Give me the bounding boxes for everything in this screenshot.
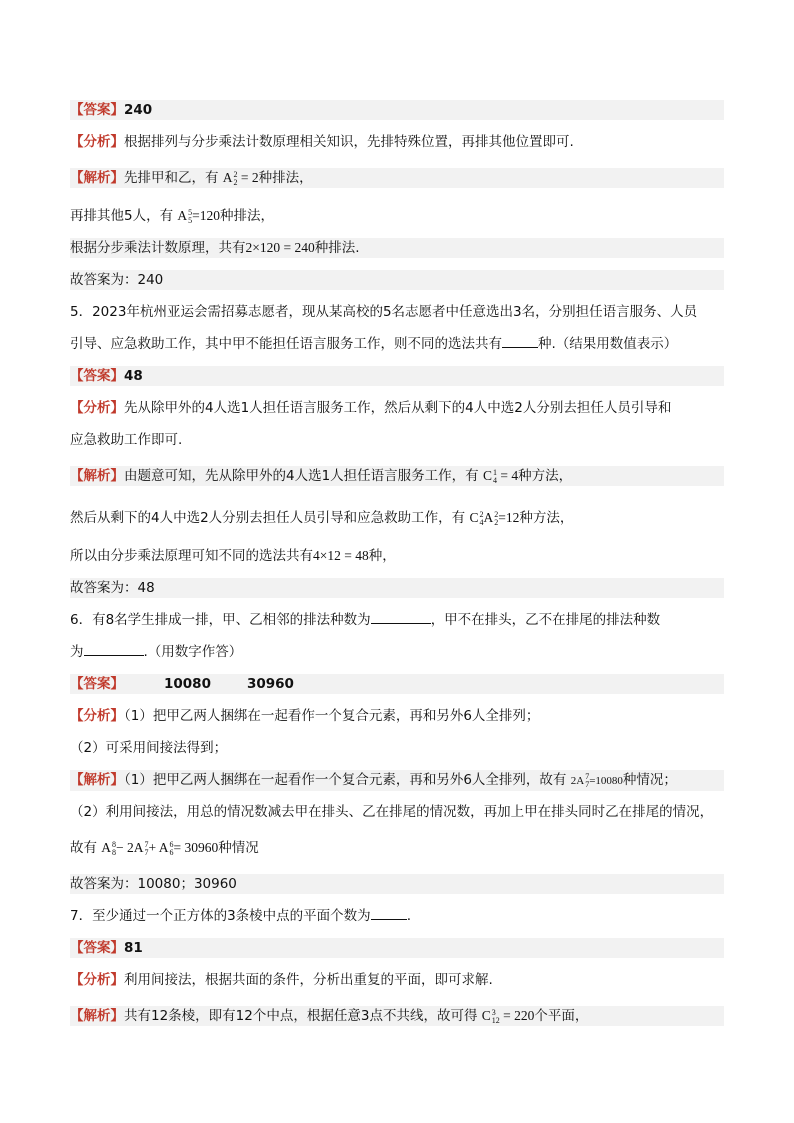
q5-stem2-pre: 引导、应急救助工作，其中甲不能担任语言服务工作，则不同的选法共有 [70,336,502,352]
q5-stem1: 5．2023年杭州亚运会需招募志愿者，现从某高校的5名志愿者中任意选出3名，分别担任语言服务、人员 [70,304,698,320]
q5-sol2-formula: C 2 4 A 2 2 =12 [469,509,520,527]
q6-stem2-pre: 为 [70,644,84,660]
q5-sol1-post: 种方法， [518,468,573,484]
analysis-tag: 【分析】 [70,708,124,724]
q4-sol3-post: 种排法. [314,240,360,256]
q5-analysis2: 应急救助工作即可. [70,432,183,448]
q6-analysis-line-2 [70,738,724,758]
answer-blank [371,907,407,920]
q6-sol3-pre: 故有 [70,840,97,856]
q4-sol2-pre: 再排其他5人，有 [70,208,174,224]
q7-answer: 81 [124,940,143,956]
q4-sol1-post: 种排法， [258,170,313,186]
answer-tag: 【答案】 [70,940,124,956]
q5-sol1-pre: 由题意可知，先从除甲外的4人选1人担任语言服务工作，有 [124,468,479,484]
q4-answer-line [70,100,724,120]
q6-stem1-pre: 6．有8名学生排成一排，甲、乙相邻的排法种数为 [70,612,371,628]
q7-sol1-formula: C 3 12 = 220 [481,1007,535,1025]
q5-sol2-post: 种方法， [519,510,574,526]
solution-tag: 【解析】 [70,170,124,186]
q6-solution-line-1 [70,770,724,791]
q6-stem-line-1 [70,610,724,630]
q6-sol3-expr: = 30960 [173,840,219,855]
q6-sol2: （2）利用间接法，用总的情况数减去甲在排头、乙在排尾的情况数，再加上甲在排头同时乙在排尾的情况， [70,804,714,820]
q4-sol3-pre: 根据分步乘法计数原理，共有 [70,240,246,256]
solution-tag: 【解析】 [70,468,124,484]
q6-stem2-post: .（用数字作答） [143,644,243,660]
answer-blank [502,335,538,348]
analysis-tag: 【分析】 [70,134,124,150]
q5-stem-line-2 [70,334,724,354]
q5-stem-line-1 [70,302,724,322]
q5-sol2-expr: =12 [498,510,520,525]
q4-sol1-formula: A 2 2 = 2 [222,169,259,187]
q5-sol3-post: 种， [368,548,396,564]
analysis-tag: 【分析】 [70,400,124,416]
solution-tag: 【解析】 [70,772,124,788]
q4-solution-line-2 [70,206,724,226]
q6-sol1-pre: （1）把甲乙两人捆绑在一起看作一个复合元素，再和另外6人全排列，故有 [124,772,567,788]
q7-stem-post: . [406,908,411,924]
q4-sol3-expr: 2×120 = 240 [245,240,315,255]
q6-analysis2: （2）可采用间接法得到； [70,740,228,756]
q4-sol1-pre: 先排甲和乙，有 [124,170,219,186]
q7-answer-line [70,938,724,958]
q4-solution-line-1 [70,168,724,188]
q4-analysis-line [70,132,724,152]
q6-answer-1: 10080 [164,676,211,692]
q6-sol3-post: 种情况 [218,840,259,856]
answer-tag: 【答案】 [70,102,124,118]
q4-solution-line-3 [70,238,724,258]
q6-stem-line-2 [70,642,724,662]
q6-sol3-formula: A 8 8 − 2A 7 7 + A 6 6 = 30960 [101,839,219,857]
q5-solution-line-2 [70,508,724,528]
q6-sol1-expr: =10080 [589,775,623,787]
q5-sol3-expr: 4×12 = 48 [313,548,369,563]
q6-sol1-post: 种情况； [622,772,677,788]
q6-analysis-line-1 [70,706,724,726]
q4-conclusion [70,270,724,290]
analysis-tag: 【分析】 [70,972,124,988]
q4-answer: 240 [124,102,153,118]
q6-answer-2: 30960 [246,676,294,692]
q6-solution-line-2 [70,802,724,822]
q7-sol1-post: 个平面， [534,1008,589,1024]
q4-sol1-expr: = 2 [240,170,259,185]
answer-blank [371,611,431,624]
answer-blank [84,643,144,656]
q5-analysis1: 先从除甲外的4人选1人担任语言服务工作，然后从剩下的4人中选2人分别去担任人员引导和 [124,400,672,416]
q5-solution-line-1 [70,466,724,486]
q5-sol1-formula: C 1 4 = 4 [482,467,519,485]
q5-stem2-post: 种.（结果用数值表示） [538,336,678,352]
q5-conclusion [70,578,724,598]
answer-tag: 【答案】 [70,676,124,692]
q5-analysis-line-1 [70,398,724,418]
q5-sol2-pre: 然后从剩下的4人中选2人分别去担任人员引导和应急救助工作，有 [70,510,466,526]
q6-conclusion [70,874,724,894]
q7-sol1-pre: 共有12条棱，即有12个中点，根据任意3点不共线，故可得 [124,1008,478,1024]
q5-solution-line-3 [70,546,724,566]
q4-analysis: 根据排列与分步乘法计数原理相关知识，先排特殊位置，再排其他位置即可. [124,134,574,150]
q5-answer: 48 [124,368,143,384]
q7-analysis: 利用间接法，根据共面的条件，分析出重复的平面，即可求解. [124,972,493,988]
q6-solution-line-3 [70,838,724,858]
q6-conclusion-text: 故答案为：10080；30960 [70,876,237,892]
q6-answer-line [70,674,724,694]
q4-sol2-post: 种排法， [220,208,275,224]
solution-tag: 【解析】 [70,1008,124,1024]
q7-stem-line [70,906,724,926]
q5-answer-line [70,366,724,386]
q4-sol2-expr: =120 [192,208,221,223]
q7-stem-pre: 7．至少通过一个正方体的3条棱中点的平面个数为 [70,908,371,924]
q5-analysis-line-2 [70,430,724,450]
q6-sol1-formula: 2A 7 7 =10080 [570,772,623,790]
q5-conclusion-text: 故答案为：48 [70,580,155,596]
q6-analysis1: （1）把甲乙两人捆绑在一起看作一个复合元素，再和另外6人全排列； [124,708,540,724]
q7-sol1-expr: = 220 [503,1008,535,1023]
q6-stem1-post: ，甲不在排头，乙不在排尾的排法种数 [430,612,661,628]
q4-conclusion-text: 故答案为：240 [70,272,164,288]
q5-sol3-pre: 所以由分步乘法原理可知不同的选法共有 [70,548,313,564]
q7-solution-line-1 [70,1006,724,1026]
q4-sol2-formula: A 5 5 =120 [177,207,221,225]
q5-sol1-expr: = 4 [500,468,519,483]
answer-tag: 【答案】 [70,368,124,384]
q7-analysis-line [70,970,724,990]
